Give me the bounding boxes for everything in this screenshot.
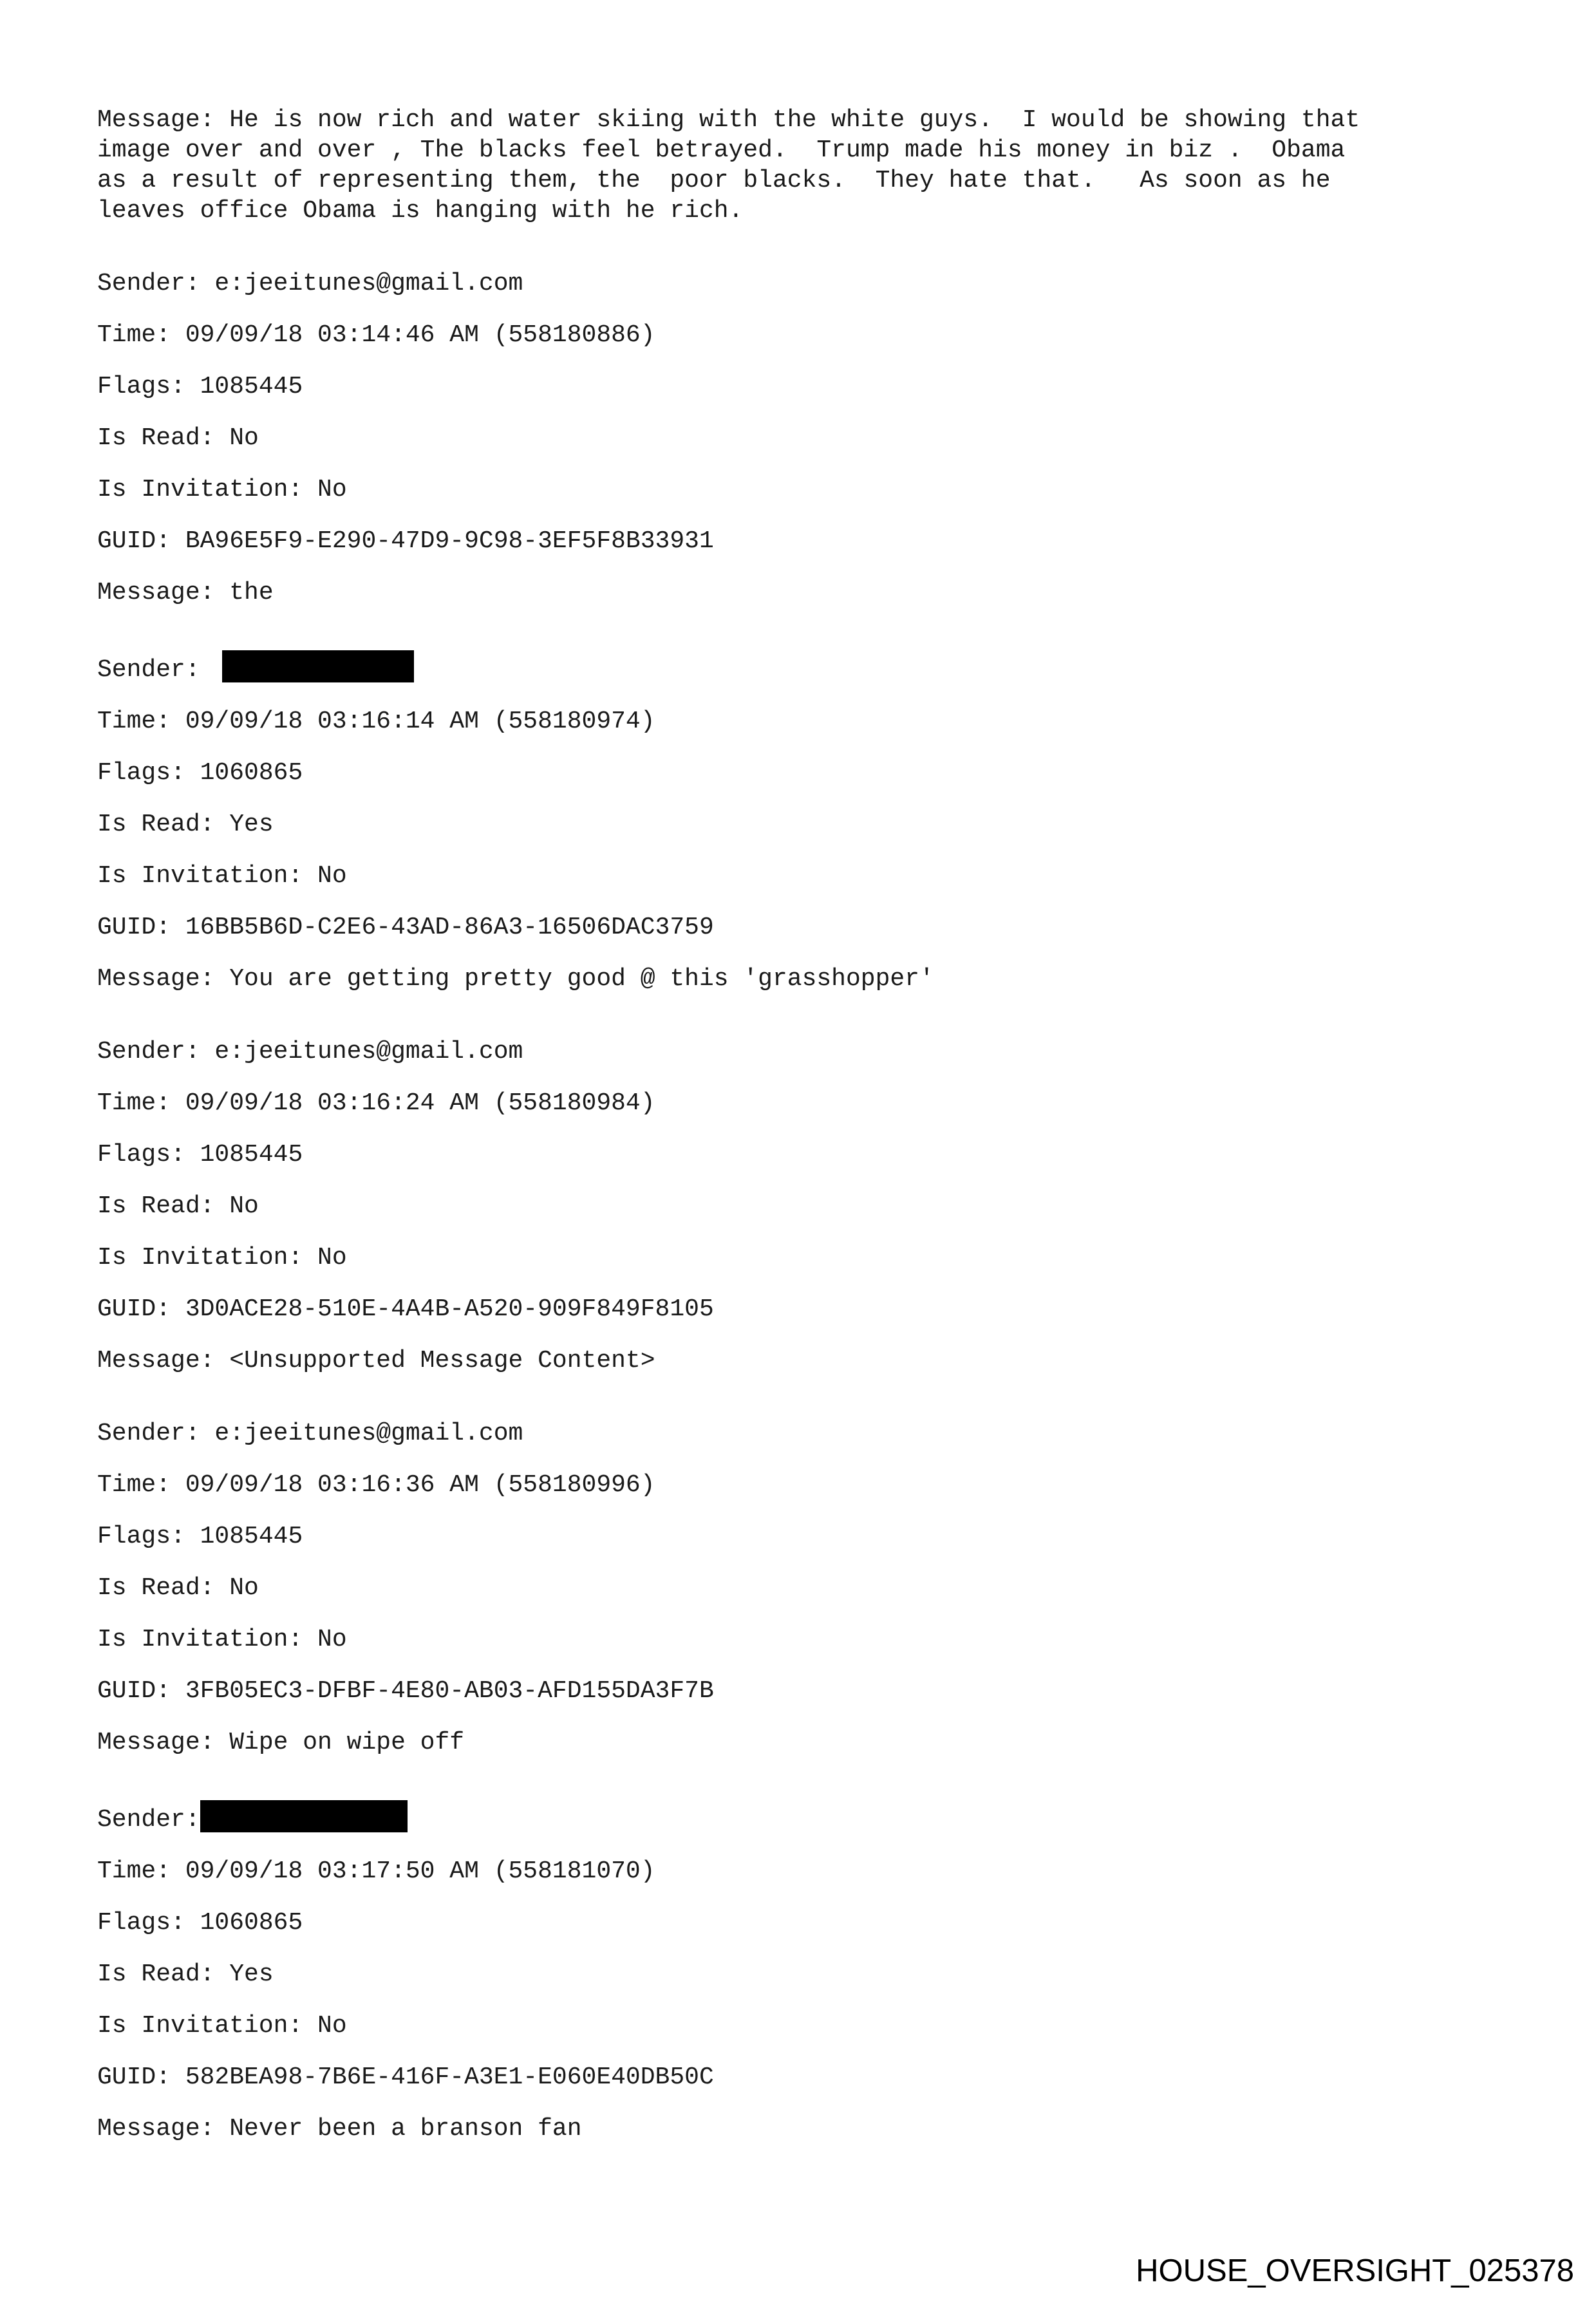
flags-field bbox=[97, 1521, 1514, 1552]
time-text: Time: 09/09/18 03:16:14 AM (558180974) bbox=[97, 708, 655, 735]
is-invitation-text: Is Invitation: No bbox=[97, 862, 347, 890]
message-record bbox=[97, 1418, 1514, 1758]
sender-text: Sender: bbox=[97, 656, 215, 684]
is-read-text: Is Read: No bbox=[97, 424, 259, 452]
sender-field bbox=[97, 1037, 1514, 1067]
is-read-text: Is Read: No bbox=[97, 1574, 259, 1602]
message-record bbox=[97, 1037, 1514, 1376]
time-field bbox=[97, 1470, 1514, 1500]
is-invitation-text: Is Invitation: No bbox=[97, 476, 347, 503]
guid-field bbox=[97, 1294, 1514, 1324]
time-text: Time: 09/09/18 03:16:36 AM (558180996) bbox=[97, 1471, 655, 1499]
message-record bbox=[97, 268, 1514, 608]
message-field bbox=[97, 964, 1514, 994]
is-invitation-field bbox=[97, 1624, 1514, 1655]
guid-text: GUID: 16BB5B6D-C2E6-43AD-86A3-16506DAC3759 bbox=[97, 914, 714, 941]
message-text: Message: the bbox=[97, 579, 274, 606]
redaction-box bbox=[200, 1800, 408, 1832]
intro-line: leaves office Obama is hanging with he rich. bbox=[97, 197, 744, 225]
message-record bbox=[97, 650, 1514, 994]
is-invitation-field bbox=[97, 475, 1514, 505]
guid-text: GUID: 582BEA98-7B6E-416F-A3E1-E060E40DB50C bbox=[97, 2063, 714, 2091]
is-read-text: Is Read: No bbox=[97, 1192, 259, 1220]
time-text: Time: 09/09/18 03:16:24 AM (558180984) bbox=[97, 1089, 655, 1117]
is-read-field bbox=[97, 1191, 1514, 1221]
flags-text: Flags: 1060865 bbox=[97, 759, 303, 787]
intro-line: as a result of representing them, the poor blacks. They hate that. As soon as he bbox=[97, 167, 1331, 194]
sender-text: Sender: e:jeeitunes@gmail.com bbox=[97, 1038, 523, 1066]
guid-field bbox=[97, 1676, 1514, 1706]
time-field bbox=[97, 320, 1514, 350]
sender-field bbox=[97, 268, 1514, 299]
sender-field bbox=[97, 1418, 1514, 1449]
time-text: Time: 09/09/18 03:14:46 AM (558180886) bbox=[97, 321, 655, 349]
time-field bbox=[97, 1856, 1514, 1886]
flags-text: Flags: 1085445 bbox=[97, 1523, 303, 1550]
flags-field bbox=[97, 1140, 1514, 1170]
sender-text: Sender: e:jeeitunes@gmail.com bbox=[97, 270, 523, 297]
is-read-text: Is Read: Yes bbox=[97, 811, 274, 838]
message-field bbox=[97, 1346, 1514, 1376]
is-read-text: Is Read: Yes bbox=[97, 1960, 274, 1988]
bates-number: HOUSE_OVERSIGHT_025378 bbox=[1136, 2253, 1574, 2288]
flags-text: Flags: 1085445 bbox=[97, 373, 303, 400]
guid-text: GUID: 3D0ACE28-510E-4A4B-A520-909F849F8105 bbox=[97, 1295, 714, 1323]
guid-field bbox=[97, 526, 1514, 556]
message-log bbox=[97, 105, 1514, 2186]
message-text: Message: <Unsupported Message Content> bbox=[97, 1347, 655, 1375]
intro-line: Message: He is now rich and water skiing with the white guys. I would be showing that bbox=[97, 106, 1360, 134]
time-field bbox=[97, 1088, 1514, 1118]
is-invitation-field bbox=[97, 861, 1514, 891]
is-invitation-field bbox=[97, 2011, 1514, 2041]
is-invitation-text: Is Invitation: No bbox=[97, 1244, 347, 1272]
time-field bbox=[97, 706, 1514, 737]
message-field bbox=[97, 2114, 1514, 2144]
is-read-field bbox=[97, 1573, 1514, 1603]
guid-field bbox=[97, 2062, 1514, 2092]
redaction-box bbox=[222, 650, 414, 682]
message-text: Message: You are getting pretty good @ this 'grasshopper' bbox=[97, 965, 934, 993]
message-record bbox=[97, 1800, 1514, 2144]
sender-text: Sender: e:jeeitunes@gmail.com bbox=[97, 1420, 523, 1447]
intro-line: image over and over , The blacks feel betrayed. Trump made his money in biz . Obama bbox=[97, 136, 1346, 164]
intro-message bbox=[97, 105, 1514, 226]
message-text: Message: Wipe on wipe off bbox=[97, 1729, 465, 1756]
is-invitation-field bbox=[97, 1243, 1514, 1273]
flags-text: Flags: 1060865 bbox=[97, 1909, 303, 1937]
is-invitation-text: Is Invitation: No bbox=[97, 2012, 347, 2040]
is-read-field bbox=[97, 423, 1514, 453]
sender-field bbox=[97, 1800, 1514, 1835]
flags-field bbox=[97, 758, 1514, 788]
message-text: Message: Never been a branson fan bbox=[97, 2115, 582, 2143]
is-read-field bbox=[97, 809, 1514, 840]
sender-field bbox=[97, 650, 1514, 685]
guid-text: GUID: BA96E5F9-E290-47D9-9C98-3EF5F8B33931 bbox=[97, 527, 714, 555]
time-text: Time: 09/09/18 03:17:50 AM (558181070) bbox=[97, 1857, 655, 1885]
message-field bbox=[97, 578, 1514, 608]
flags-field bbox=[97, 1908, 1514, 1938]
is-read-field bbox=[97, 1959, 1514, 1989]
guid-text: GUID: 3FB05EC3-DFBF-4E80-AB03-AFD155DA3F7B bbox=[97, 1677, 714, 1705]
flags-text: Flags: 1085445 bbox=[97, 1141, 303, 1169]
flags-field bbox=[97, 371, 1514, 402]
guid-field bbox=[97, 912, 1514, 943]
is-invitation-text: Is Invitation: No bbox=[97, 1626, 347, 1653]
message-field bbox=[97, 1727, 1514, 1758]
sender-text: Sender: bbox=[97, 1806, 200, 1834]
